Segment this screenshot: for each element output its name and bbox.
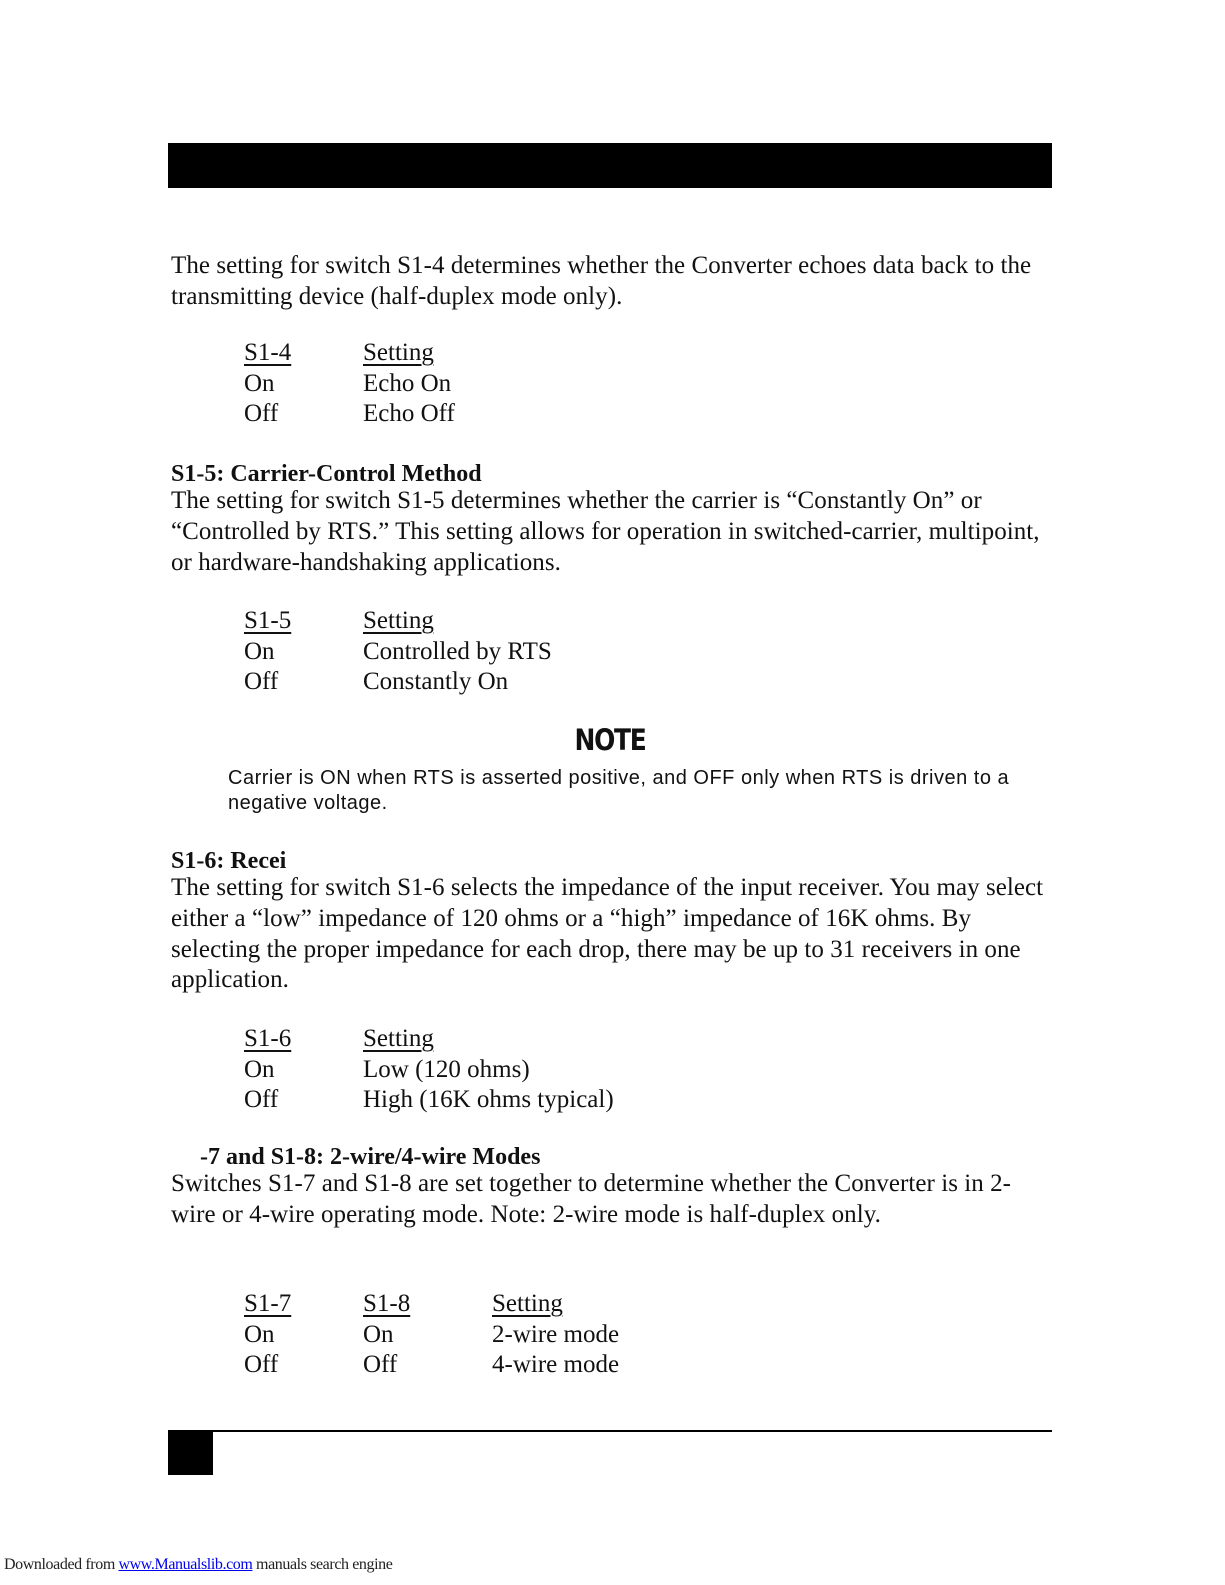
header-bar xyxy=(168,143,1052,188)
source-suffix: manuals search engine xyxy=(252,1556,393,1573)
page-number-block xyxy=(168,1430,213,1475)
switch-state: On xyxy=(244,1320,275,1348)
section-heading-s1-7-s1-8: -7 and S1-8: 2-wire/4-wire Modes xyxy=(200,1144,541,1170)
paragraph-s1-7-s1-8: Switches S1-7 and S1-8 are set together to determine whether the Converter is in 2-wire or 4-wire operating mode. Note: 2-wire mode is half-duplex only. xyxy=(171,1170,1012,1228)
paragraph-s1-5: The setting for switch S1-5 determines whether the carrier is “Constantly On” or “Controlled by RTS.” This setting allows for operation in switched-carrier, multipoint, or hardware-handshaking applications. xyxy=(171,487,1040,576)
switch-state: On xyxy=(244,369,275,397)
note-text: Carrier is ON when RTS is asserted positive, and OFF only when RTS is driven to a negative voltage. xyxy=(228,767,1010,814)
setting-value: Echo On xyxy=(363,369,452,397)
footer-rule xyxy=(168,1430,1052,1432)
column-header-switch: S1-5 xyxy=(244,607,292,634)
source-footer xyxy=(4,1555,392,1575)
switch-state: On xyxy=(363,1320,394,1348)
setting-value: 4-wire mode xyxy=(492,1351,620,1379)
switch-state: Off xyxy=(244,1351,279,1379)
setting-value: High (16K ohms typical) xyxy=(363,1086,614,1114)
setting-value: 2-wire mode xyxy=(492,1320,620,1348)
note-title: NOTE xyxy=(574,723,646,757)
switch-state: Off xyxy=(363,1351,398,1379)
column-header-setting: Setting xyxy=(363,339,434,366)
setting-value: Echo Off xyxy=(363,400,455,428)
column-header-switch-s1-7: S1-7 xyxy=(244,1290,292,1317)
column-header-setting: Setting xyxy=(492,1290,563,1317)
intro-paragraph-s1-4: The setting for switch S1-4 determines whether the Converter echoes data back to the transmitting device (half-duplex mode only). xyxy=(171,252,1032,310)
switch-state: Off xyxy=(244,1086,279,1114)
manualslib-link[interactable]: www.Manualslib.com xyxy=(118,1556,253,1573)
column-header-switch-s1-8: S1-8 xyxy=(363,1290,411,1317)
setting-value: Low (120 ohms) xyxy=(363,1055,530,1083)
section-heading-s1-5: S1-5: Carrier-Control Method xyxy=(171,461,482,487)
setting-value: Controlled by RTS xyxy=(363,637,552,665)
column-header-setting: Setting xyxy=(363,1025,434,1052)
section-heading-s1-6: S1-6: Recei xyxy=(171,848,287,874)
paragraph-s1-6: The setting for switch S1-6 selects the impedance of the input receiver. You may select either a “low” impedance of 120 ohms or a “high” impedance of 16K ohms. By selecting the proper impedance for each drop, there may be up to 31 receivers in one application. xyxy=(171,874,1044,994)
column-header-setting: Setting xyxy=(363,607,434,634)
switch-state: Off xyxy=(244,400,279,428)
source-prefix: Downloaded from xyxy=(4,1556,119,1573)
column-header-switch: S1-6 xyxy=(244,1025,292,1052)
switch-state: On xyxy=(244,1055,275,1083)
column-header-switch: S1-4 xyxy=(244,339,292,366)
switch-state: On xyxy=(244,637,275,665)
setting-value: Constantly On xyxy=(363,668,509,696)
switch-state: Off xyxy=(244,668,279,696)
